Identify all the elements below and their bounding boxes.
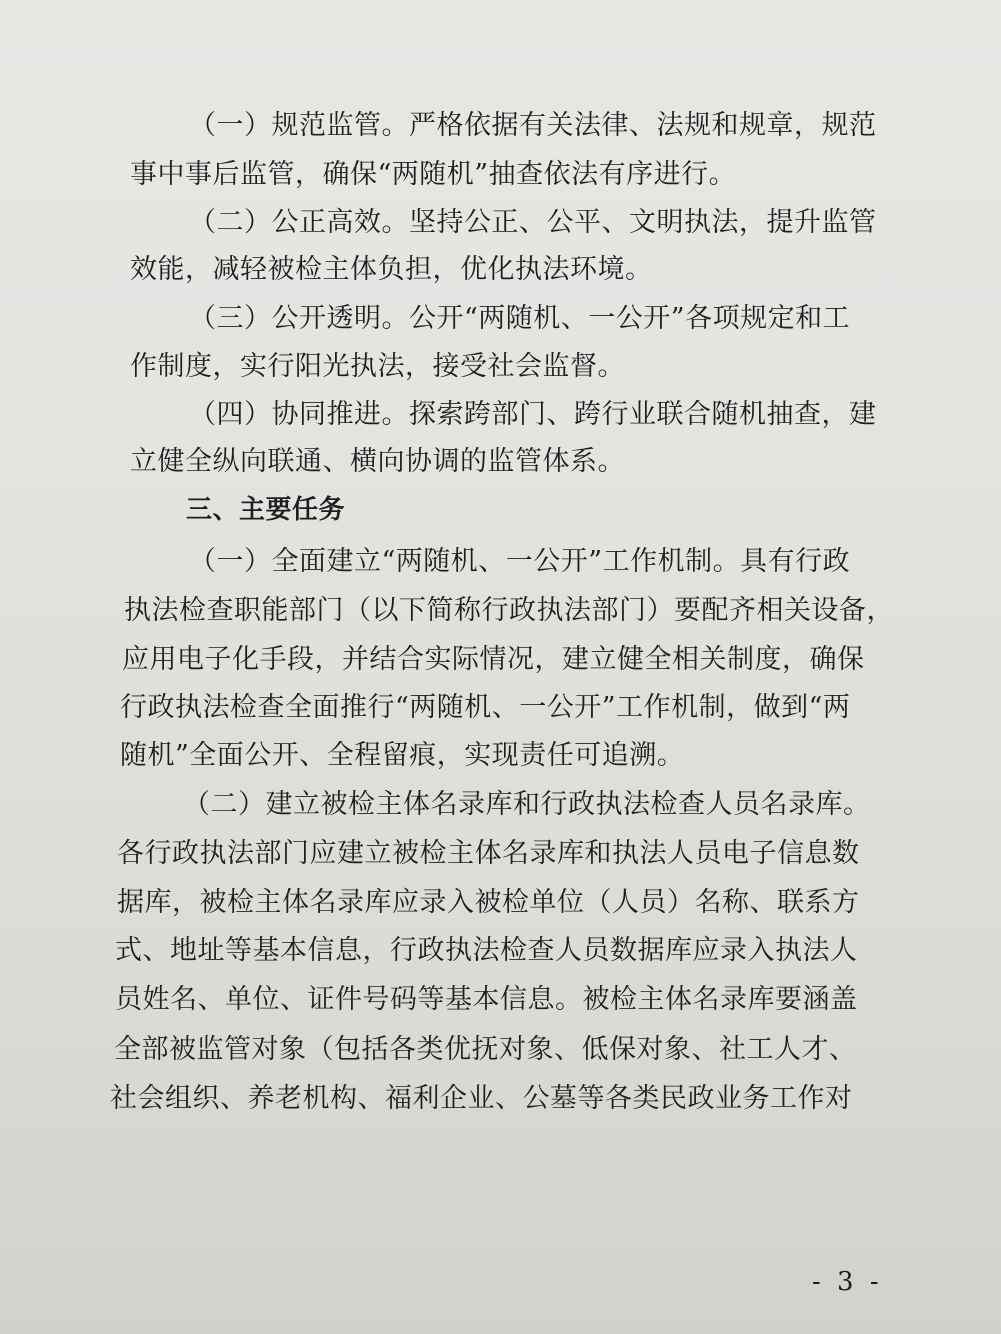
text-line-5: （三）公开透明。公开“两随机、一公开”各项规定和工 [189,303,851,334]
page-number: - 3 - [812,1267,883,1297]
text-line-15: （二）建立被检主体名录库和行政执法检查人员名录库。 [183,789,871,820]
section-heading: 三、主要任务 [186,495,346,525]
text-line-19: 员姓名、单位、证件号码等基本信息。被检主体名录库要涵盖 [115,984,858,1015]
text-line-16: 各行政执法部门应建立被检主体名录库和执法人员电子信息数 [117,838,860,869]
text-line-18: 式、地址等基本信息，行政执法检查人员数据库应录入执法人 [115,935,858,966]
text-line-20: 全部被监管对象（包括各类优抚对象、低保对象、社工人才、 [114,1034,857,1065]
text-line-6: 作制度，实行阳光执法，接受社会监督。 [130,351,625,382]
text-line-17: 据库，被检主体名录库应录入被检单位（人员）名称、联系方 [117,887,860,918]
text-line-8: 立健全纵向联通、横向协调的监管体系。 [130,446,625,477]
text-line-11: 执法检查职能部门（以下简称行政执法部门）要配齐相关设备， [124,595,894,626]
text-line-1: （一）规范监管。严格依据有关法律、法规和规章，规范 [189,110,877,141]
text-line-4: 效能，减轻被检主体负担，优化执法环境。 [130,254,653,285]
text-line-21: 社会组织、养老机构、福利企业、公墓等各类民政业务工作对 [110,1083,853,1114]
text-line-13: 行政执法检查全面推行“两随机、一公开”工作机制，做到“两 [120,692,851,723]
text-line-10: （一）全面建立“两随机、一公开”工作机制。具有行政 [189,546,851,577]
text-line-2: 事中事后监管，确保“两随机”抽查依法有序进行。 [130,159,737,190]
text-line-7: （四）协同推进。探索跨部门、跨行业联合随机抽查，建 [189,399,877,430]
text-line-14: 随机”全面公开、全程留痕，实现责任可追溯。 [120,740,685,771]
text-line-3: （二）公正高效。坚持公正、公平、文明执法，提升监管 [189,207,877,238]
text-line-12: 应用电子化手段，并结合实际情况，建立健全相关制度，确保 [122,644,865,675]
